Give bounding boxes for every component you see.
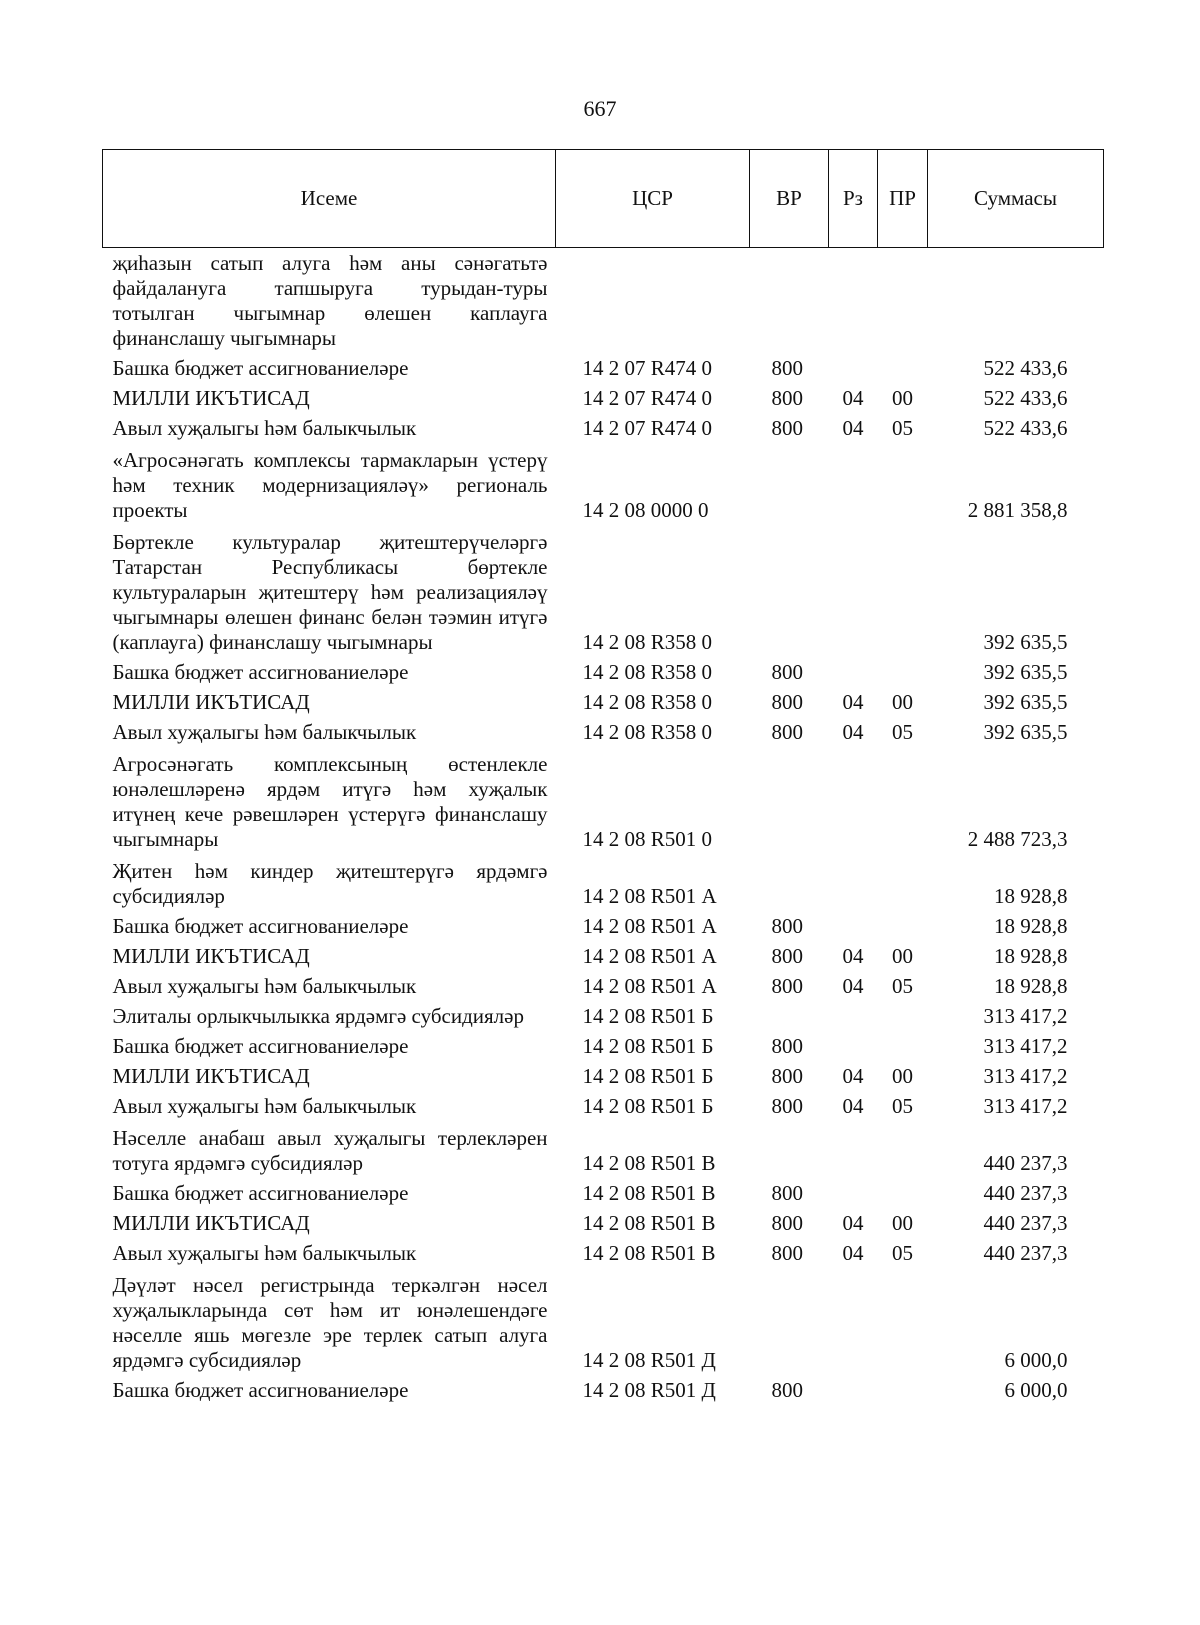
- cell-vr: 800: [771, 416, 803, 440]
- cell-csr: 14 2 08 R501 Б: [582, 1064, 714, 1088]
- cell-pr: [878, 1122, 928, 1179]
- cell-pr: [878, 526, 928, 658]
- cell-vr: [750, 248, 829, 355]
- cell-rz: 04: [842, 416, 864, 440]
- table-row: [103, 688, 1104, 718]
- cell-csr: 14 2 08 R358 0: [582, 660, 713, 684]
- cell-rz: 04: [842, 944, 864, 968]
- cell-csr: 14 2 07 R474 0: [582, 356, 713, 380]
- cell-sum: 18 928,8: [994, 974, 1068, 998]
- cell-name: Нәселле анабаш авыл хуҗалыгы терлекләрен тотуга ярдәмгә субсидияләр: [112, 1126, 548, 1175]
- cell-pr: 00: [892, 690, 913, 714]
- cell-csr: 14 2 08 0000 0: [582, 498, 709, 522]
- page-number: 667: [583, 96, 617, 121]
- cell-name: Авыл хуҗалыгы һәм балыкчылык: [112, 974, 417, 998]
- cell-sum: 392 635,5: [983, 630, 1068, 654]
- cell-pr: 05: [892, 1241, 913, 1265]
- cell-rz: [829, 444, 878, 526]
- column-header-rz: Рз: [829, 150, 878, 248]
- cell-sum: 18 928,8: [994, 914, 1068, 938]
- cell-name: Башка бюджет ассигнованиеләре: [112, 914, 409, 938]
- cell-pr: [878, 1179, 928, 1209]
- cell-name: МИЛЛИ ИКЪТИСАД: [112, 690, 310, 714]
- cell-rz: 04: [842, 1241, 864, 1265]
- cell-pr: [878, 248, 928, 355]
- cell-sum: 392 635,5: [983, 690, 1068, 714]
- cell-vr: 800: [771, 690, 803, 714]
- cell-sum: 440 237,3: [983, 1211, 1068, 1235]
- cell-csr: 14 2 08 R501 Б: [582, 1034, 714, 1058]
- column-header-name: Исеме: [103, 150, 556, 248]
- cell-rz: [829, 855, 878, 912]
- cell-vr: [750, 748, 829, 855]
- cell-name: МИЛЛИ ИКЪТИСАД: [112, 1211, 310, 1235]
- cell-pr: [878, 444, 928, 526]
- cell-name: Бөртекле культуралар җитештерүчеләргә Татарстан Республикасы бөртекле культураларын җитештерү һәм реализацияләү чыгымнары өлешен финанс белән тәэмин итүгә (каплауга) финанслашу чыгымнары: [112, 530, 548, 654]
- cell-vr: 800: [771, 356, 803, 380]
- cell-sum: 18 928,8: [994, 944, 1068, 968]
- cell-rz: [829, 658, 878, 688]
- column-header-pr: ПР: [878, 150, 928, 248]
- cell-name: Авыл хуҗалыгы һәм балыкчылык: [112, 1094, 417, 1118]
- cell-rz: 04: [842, 1094, 864, 1118]
- cell-pr: [878, 1269, 928, 1376]
- cell-pr: 00: [892, 1211, 913, 1235]
- cell-name: Авыл хуҗалыгы һәм балыкчылык: [112, 416, 417, 440]
- cell-name: Авыл хуҗалыгы һәм балыкчылык: [112, 720, 417, 744]
- table-row: [103, 526, 1104, 658]
- budget-table: [102, 149, 1104, 1406]
- cell-rz: 04: [842, 974, 864, 998]
- table-row: [103, 942, 1104, 972]
- table-row: [103, 1376, 1104, 1406]
- cell-sum: 313 417,2: [983, 1034, 1068, 1058]
- cell-pr: [878, 748, 928, 855]
- cell-sum: 392 635,5: [983, 660, 1068, 684]
- cell-vr: 800: [771, 1181, 803, 1205]
- cell-csr: 14 2 08 R501 В: [582, 1151, 716, 1175]
- cell-csr: 14 2 08 R358 0: [582, 720, 713, 744]
- cell-vr: 800: [771, 944, 803, 968]
- table-row: [103, 1122, 1104, 1179]
- table-header: [103, 150, 1104, 248]
- cell-name: Башка бюджет ассигнованиеләре: [112, 660, 409, 684]
- cell-rz: 04: [842, 1064, 864, 1088]
- cell-vr: 800: [771, 1094, 803, 1118]
- cell-vr: [750, 1122, 829, 1179]
- cell-vr: 800: [771, 1064, 803, 1088]
- cell-sum: 2 881 358,8: [967, 498, 1068, 522]
- cell-rz: [829, 1376, 878, 1406]
- table-row: [103, 1092, 1104, 1122]
- table-row: [103, 444, 1104, 526]
- table-row: [103, 384, 1104, 414]
- table-row: [103, 1269, 1104, 1376]
- cell-vr: 800: [771, 1034, 803, 1058]
- cell-name: «Агросәнәгать комплексы тармакларын үстерү һәм техник модернизацияләү» региональ проекты: [112, 448, 548, 522]
- cell-sum: 313 417,2: [983, 1094, 1068, 1118]
- cell-sum: 18 928,8: [994, 884, 1068, 908]
- cell-csr: 14 2 07 R474 0: [582, 386, 713, 410]
- cell-pr: 00: [892, 944, 913, 968]
- cell-rz: [829, 354, 878, 384]
- column-header-csr: ЦСР: [556, 150, 750, 248]
- cell-pr: [878, 855, 928, 912]
- column-header-vr: ВР: [750, 150, 829, 248]
- cell-csr: 14 2 08 R501 А: [582, 974, 717, 998]
- cell-rz: [829, 1032, 878, 1062]
- cell-name: җиһазын сатып алуга һәм аны сәнәгатьтә файдалануга тапшыруга турыдан-туры тотылган чыгымнар өлешен каплауга финанслашу чыгымнары: [112, 251, 548, 350]
- cell-pr: [878, 1376, 928, 1406]
- table-row: [103, 414, 1104, 444]
- cell-csr: 14 2 08 R501 0: [582, 827, 713, 851]
- cell-pr: 05: [892, 1094, 913, 1118]
- cell-vr: [750, 1269, 829, 1376]
- cell-name: МИЛЛИ ИКЪТИСАД: [112, 1064, 310, 1088]
- cell-sum: 440 237,3: [983, 1151, 1068, 1175]
- cell-name: Җитен һәм киндер җитештерүгә ярдәмгә субсидияләр: [112, 859, 548, 908]
- cell-csr: 14 2 08 R501 А: [582, 914, 717, 938]
- cell-name: МИЛЛИ ИКЪТИСАД: [112, 386, 310, 410]
- cell-name: Башка бюджет ассигнованиеләре: [112, 1378, 409, 1402]
- table-row: [103, 748, 1104, 855]
- cell-rz: [829, 748, 878, 855]
- cell-sum: 440 237,3: [983, 1241, 1068, 1265]
- table-row: [103, 972, 1104, 1002]
- cell-name: Авыл хуҗалыгы һәм балыкчылык: [112, 1241, 417, 1265]
- cell-rz: [829, 248, 878, 355]
- cell-sum: 522 433,6: [983, 386, 1068, 410]
- cell-csr: 14 2 07 R474 0: [582, 416, 713, 440]
- cell-rz: [829, 1269, 878, 1376]
- cell-sum: [928, 248, 1104, 355]
- cell-csr: 14 2 08 R501 Д: [582, 1378, 716, 1402]
- cell-vr: 800: [771, 914, 803, 938]
- cell-rz: [829, 1122, 878, 1179]
- cell-name: МИЛЛИ ИКЪТИСАД: [112, 944, 310, 968]
- table-row: [103, 1002, 1104, 1032]
- table-row: [103, 855, 1104, 912]
- cell-rz: [829, 526, 878, 658]
- table-row: [103, 1209, 1104, 1239]
- cell-csr: 14 2 08 R501 Б: [582, 1004, 714, 1028]
- table-row: [103, 1179, 1104, 1209]
- cell-sum: 313 417,2: [983, 1064, 1068, 1088]
- cell-name: Башка бюджет ассигнованиеләре: [112, 356, 409, 380]
- cell-name: Башка бюджет ассигнованиеләре: [112, 1181, 409, 1205]
- cell-rz: [829, 1002, 878, 1032]
- cell-vr: [750, 444, 829, 526]
- cell-rz: 04: [842, 1211, 864, 1235]
- cell-csr: 14 2 08 R501 Д: [582, 1348, 716, 1372]
- cell-vr: [750, 526, 829, 658]
- cell-rz: [829, 912, 878, 942]
- cell-csr: 14 2 08 R358 0: [582, 690, 713, 714]
- cell-sum: 522 433,6: [983, 416, 1068, 440]
- cell-sum: 6 000,0: [1004, 1378, 1068, 1402]
- cell-sum: 313 417,2: [983, 1004, 1068, 1028]
- cell-vr: 800: [771, 974, 803, 998]
- cell-name: Элиталы орлыкчылыкка ярдәмгә субсидияләр: [112, 1004, 524, 1028]
- cell-csr: 14 2 08 R501 В: [582, 1241, 716, 1265]
- cell-vr: [750, 855, 829, 912]
- table-row: [103, 248, 1104, 355]
- cell-vr: 800: [771, 1211, 803, 1235]
- cell-rz: 04: [842, 720, 864, 744]
- table-row: [103, 912, 1104, 942]
- cell-csr: 14 2 08 R501 А: [582, 884, 717, 908]
- table-row: [103, 1032, 1104, 1062]
- cell-pr: [878, 354, 928, 384]
- cell-vr: 800: [771, 1241, 803, 1265]
- cell-pr: 00: [892, 1064, 913, 1088]
- cell-pr: [878, 1032, 928, 1062]
- cell-csr: 14 2 08 R501 А: [582, 944, 717, 968]
- cell-sum: 392 635,5: [983, 720, 1068, 744]
- cell-name: Дәүләт нәсел регистрында теркәлгән нәсел хуҗалыкларында сөт һәм ит юнәлешендәге нәселле яшь мөгезле эре терлек сатып алуга ярдәмгә субсидияләр: [112, 1273, 548, 1372]
- cell-csr: 14 2 08 R501 В: [582, 1211, 716, 1235]
- column-header-sum: Суммасы: [928, 150, 1104, 248]
- cell-vr: 800: [771, 1378, 803, 1402]
- cell-csr: 14 2 08 R358 0: [582, 630, 713, 654]
- cell-csr: 14 2 08 R501 В: [582, 1181, 716, 1205]
- cell-sum: 440 237,3: [983, 1181, 1068, 1205]
- cell-pr: [878, 1002, 928, 1032]
- cell-pr: 05: [892, 974, 913, 998]
- table-row: [103, 354, 1104, 384]
- cell-pr: 00: [892, 386, 913, 410]
- cell-name: Башка бюджет ассигнованиеләре: [112, 1034, 409, 1058]
- cell-vr: 800: [771, 660, 803, 684]
- cell-sum: 2 488 723,3: [967, 827, 1068, 851]
- cell-sum: 522 433,6: [983, 356, 1068, 380]
- cell-pr: [878, 912, 928, 942]
- table-row: [103, 658, 1104, 688]
- cell-rz: 04: [842, 386, 864, 410]
- cell-name: Агросәнәгать комплексының өстенлекле юнәлешләренә ярдәм итүгә һәм хуҗалык итүнең кече рәвешләрен үстерүгә финанслашу чыгымнары: [112, 752, 548, 851]
- table-row: [103, 718, 1104, 748]
- cell-csr: [556, 248, 750, 355]
- table-body: [103, 248, 1104, 1407]
- cell-pr: 05: [892, 416, 913, 440]
- cell-vr: 800: [771, 720, 803, 744]
- cell-pr: [878, 658, 928, 688]
- cell-rz: 04: [842, 690, 864, 714]
- cell-vr: 800: [771, 386, 803, 410]
- cell-rz: [829, 1179, 878, 1209]
- cell-sum: 6 000,0: [1004, 1348, 1068, 1372]
- cell-csr: 14 2 08 R501 Б: [582, 1094, 714, 1118]
- cell-pr: 05: [892, 720, 913, 744]
- table-row: [103, 1062, 1104, 1092]
- table-row: [103, 1239, 1104, 1269]
- cell-vr: [750, 1002, 829, 1032]
